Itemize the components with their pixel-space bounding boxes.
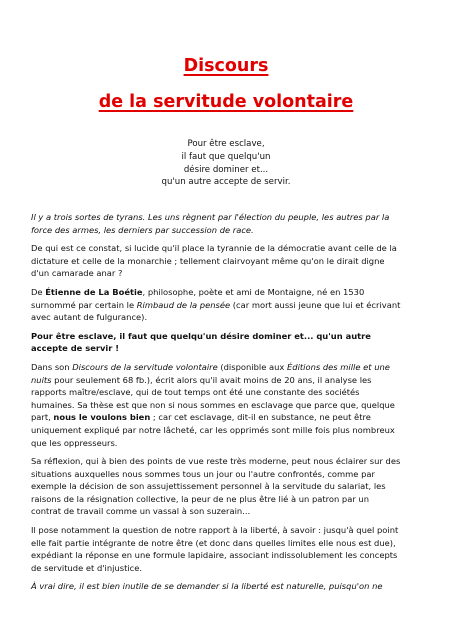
text-run: , philosophe, poète et ami de Montaigne, né en 1530 surnommé par certain le (31, 286, 365, 310)
epigraph-line: désire dominer et... (183, 164, 269, 175)
paragraph-constat: De qui est ce constat, si lucide qu'il place la tyrannie de la démocratie avant celle de la dictature et celle de la monarchie ; tellement clairvoyant même qu'on le dirait digne d'un camarade anar ? (31, 243, 397, 279)
paragraph-reflexion: Sa réflexion, qui à bien des points de vue reste très moderne, peut nous éclairer sur des situations auxquelles nous sommes tous un jour ou l'autre confrontés, comme par exemple la décision de son assujettissement personnel à la servitude du salariat, les raisons de la résignation collective, la peur de ne plus être lié à un patron par un contrat de travail comme un vassal à son suzerain... (31, 456, 401, 517)
paragraph-vrai-dire: À vrai dire, il est bien inutile de se demander si la liberté est naturelle, puisqu'on ne (31, 581, 383, 592)
text-run: ; car cet esclavage, dit-il en substance, ne peut être uniquement expliqué par notre lâcheté, car les opprimés sont mille fois plus nombreux que les oppresseurs. (31, 412, 395, 448)
paragraph-discours (31, 361, 401, 449)
epigraph-line: qu'un autre accepte de servir. (161, 177, 291, 188)
paragraph-liberte: Il pose notamment la question de notre rapport à la liberté, à savoir : jusqu'à quel point elle fait partie intégrante de notre être (et donc dans quelles limites elle nous est due), expédiant la réponse en une formule lapidaire, associant indissolublement les concepts de servitude et d'injustice. (31, 525, 399, 573)
epigraph-line: Pour être esclave, (187, 139, 265, 149)
text-run: Dans son (31, 361, 73, 372)
epigraph (0, 138, 452, 189)
paragraph-la-boetie (31, 286, 401, 324)
text-run: De (31, 286, 46, 297)
title-line-2: de la servitude volontaire (98, 92, 354, 112)
nickname: Rimbaud de la pensée (136, 299, 231, 310)
author-name: Étienne de La Boétie (45, 286, 143, 297)
paragraph-tyrans: Il y a trois sortes de tyrans. Les uns règnent par l'élection du peuple, les autres par la force des armes, les derniers par succession de race. (31, 212, 390, 235)
work-title: Discours de la servitude volontaire (72, 361, 218, 372)
epigraph-line: il faut que quelqu'un (181, 151, 271, 162)
body-text (31, 211, 401, 599)
paragraph-esclave-bold: Pour être esclave, il faut que quelqu'un désire dominer et... qu'un autre accepte de servir ! (31, 330, 371, 354)
text-run: (disponible aux (217, 361, 287, 372)
publisher-name: Éditions des mille et une nuits (31, 361, 390, 385)
title-line-1: Discours (183, 56, 269, 76)
emphasis: nous le voulons bien (53, 412, 151, 423)
text-run: pour seulement 68 fb.), écrit alors qu'il avait moins de 20 ans, il analyse les rapports maître/esclave, qui de tout temps ont été une constante des sociétés humaines. Sa thèse est que non si nous sommes en esclavage que parce que, quelque part, (31, 374, 395, 423)
text-run: (car mort aussi jeune que lui et écrivant avec autant de fulgurance). (31, 299, 401, 323)
